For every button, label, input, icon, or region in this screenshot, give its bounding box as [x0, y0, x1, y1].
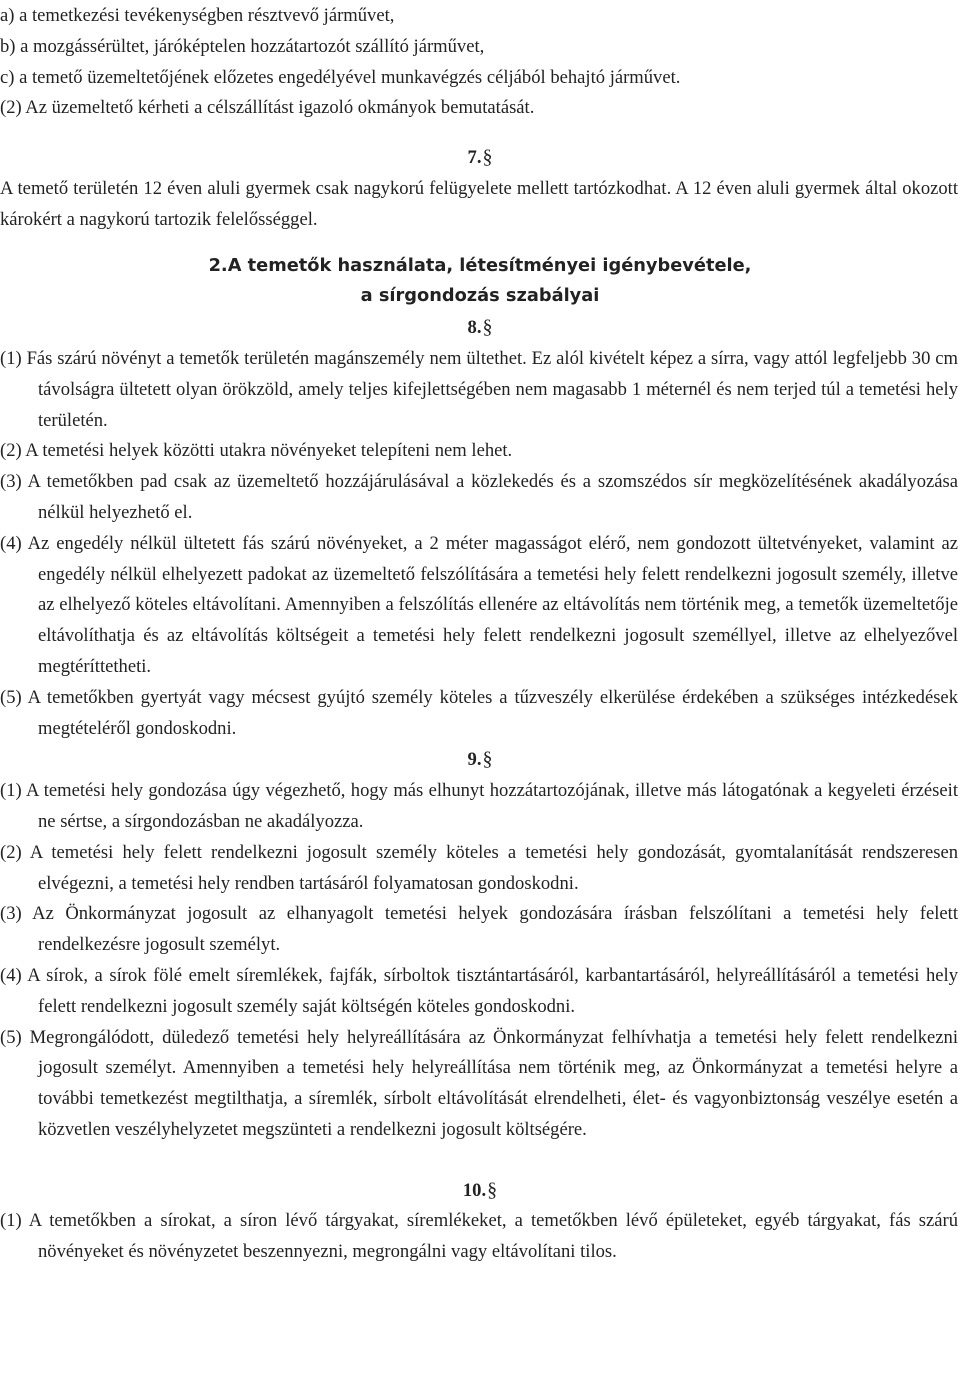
- section-7-text: A temető területén 12 éven aluli gyermek csak nagykorú felügyelete mellett tartózkodhat. A 12 éven aluli gyermek által okozott károkért a nagykorú tartozik felelősséggel.: [0, 177, 958, 230]
- section-7-number: 7.: [467, 147, 482, 169]
- section-9-paragraph-5: (5) Megrongálódott, düledező temetési hely helyreállítására az Önkormányzat felhívhatja a temetési hely felett rendelkezni jogosult személyt. Amennyiben a temetési hely helyreállítása nem történik meg, az Önkormányzat a temetési helyre a további temetkezést megtilthatja, a síremlék, sírbolt eltávolítását elrendelheti, élet- és vagyonbiztonság veszélye esetén a közvetlen veszélyhelyzetet megszünteti a rendelkezni jogosult költségére.: [0, 1026, 958, 1140]
- section-8-paragraph-4: (4) Az engedély nélkül ültetett fás szárú növényeket, a 2 méter magasságot elérő, nem gondozott ültetvényeket, valamint az engedély nélkül elhelyezett padokat az üzemeltető felszólítására a temetési hely felett rendelkezni jogosult személy, illetve az elhelyező köteles eltávolítani. Amennyiben a felszólítás ellenére az eltávolítás nem történik meg, a temetők üzemeltetője eltávolíthatja és az eltávolítás költségeit a temetési hely felett rendelkezni jogosult személlyel, illetve az elhelyezővel megtéríttetheti.: [0, 532, 958, 677]
- intro-item-a: a) a temetkezési tevékenységben résztvevő járművet,: [0, 5, 395, 26]
- section-8-heading: [0, 312, 960, 344]
- section-symbol: §: [482, 748, 493, 771]
- intro-item-b: b) a mozgássérültet, járóképtelen hozzátartozót szállító járművet,: [0, 35, 485, 57]
- section-symbol: §: [482, 316, 493, 339]
- section-8-number: 8.: [467, 317, 482, 339]
- section-10-paragraph-1: (1) A temetőkben a sírokat, a síron lévő tárgyakat, síremlékeket, a temetőkben lévő épületeket, egyéb tárgyakat, fás szárú növényeket és növényzetet beszennyezni, megrongálni vagy eltávolítani tilos.: [0, 1210, 958, 1263]
- section-7-heading: [0, 142, 960, 174]
- section-8-paragraph-2: (2) A temetési helyek közötti utakra növényeket telepíteni nem lehet.: [0, 440, 513, 462]
- section-8-paragraph-3: (3) A temetőkben pad csak az üzemeltető hozzájárulásával a közlekedés és a szomszédos sír megközelítésének akadályozása nélkül helyezhető el.: [0, 471, 958, 523]
- section-9-paragraph-2: (2) A temetési hely felett rendelkezni jogosult személy köteles a temetési hely gondozását, gyomtalanítását rendszeresen elvégezni, a temetési hely rendben tartásáról folyamatosan gondoskodni.: [0, 841, 958, 894]
- intro-item-c: c) a temető üzemeltetőjének előzetes engedélyével munkavégzés céljából behajtó járművet.: [0, 66, 681, 88]
- section-9-heading: [0, 744, 960, 776]
- section-6-paragraph-2: (2) Az üzemeltető kérheti a célszállítást igazoló okmányok bemutatását.: [0, 97, 535, 119]
- section-9-number: 9.: [467, 749, 482, 771]
- section-8-paragraph-5: (5) A temetőkben gyertyát vagy mécsest gyújtó személy köteles a tűzveszély elkerülése érdekében a szükséges intézkedések megtételéről gondoskodni.: [0, 686, 958, 739]
- chapter-title-line-2: a sírgondozás szabályai: [360, 285, 600, 307]
- section-symbol: §: [482, 146, 493, 169]
- document-page: [0, 1, 960, 1268]
- section-10-heading: [0, 1175, 960, 1207]
- section-10-number: 10.: [462, 1179, 487, 1201]
- section-9-paragraph-3: (3) Az Önkormányzat jogosult az elhanyagolt temetési helyek gondozására írásban felszólítani a temetési hely felett rendelkezésre jogosult személyt.: [0, 903, 958, 956]
- section-9-paragraph-1: (1) A temetési hely gondozása úgy végezhető, hogy más elhunyt hozzátartozójának, illetve más látogatónak a kegyeleti érzéseit ne sértse, a sírgondozásban ne akadályozza.: [0, 780, 958, 832]
- section-9-paragraph-4: (4) A sírok, a sírok fölé emelt síremlékek, fajfák, sírboltok tisztántartásáról, karbantartásáról, helyreállításáról a temetési hely felett rendelkezni jogosult személy saját költségén köteles gondoskodni.: [0, 964, 958, 1017]
- chapter-title-line-1: 2.A temetők használata, létesítményei igénybevétele,: [208, 254, 752, 276]
- section-symbol: §: [487, 1178, 498, 1201]
- section-8-paragraph-1: (1) Fás szárú növényt a temetők területén magánszemély nem ültethet. Ez alól kivételt képez a sírra, vagy attól legfeljebb 30 cm távolságra ültetett olyan örökzöld, amely teljes kifejlettségében nem magasabb 1 méternél és nem terjed túl a temetési hely területén.: [0, 347, 958, 431]
